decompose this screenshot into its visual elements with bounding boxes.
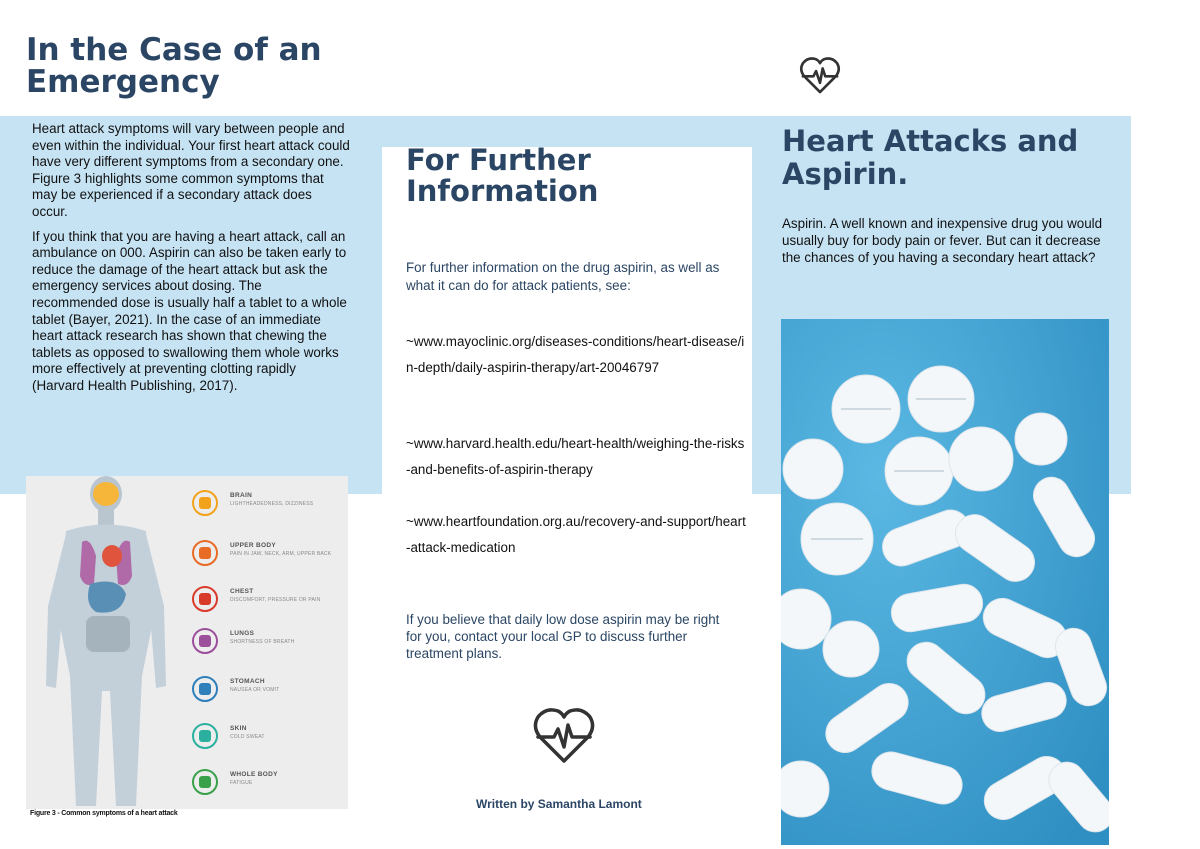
- symptom-skin: [192, 723, 342, 763]
- symptom-sub: PAIN IN JAW, NECK, ARM, UPPER BACK: [230, 551, 332, 557]
- aspirin-pills-photo: [781, 319, 1109, 845]
- heart-pulse-icon: [799, 54, 841, 96]
- symptom-whole-body: [192, 769, 342, 809]
- symptom-lungs: [192, 628, 342, 668]
- upper-body-icon: [192, 540, 218, 566]
- chest-icon: [192, 586, 218, 612]
- mayoclinic-link[interactable]: ~www.mayoclinic.org/diseases-conditions/heart-disease/in-depth/daily-aspirin-therapy/art-20046797: [406, 334, 745, 375]
- symptom-stomach: [192, 676, 342, 716]
- emergency-heading: In the Case of an Emergency: [26, 32, 322, 100]
- symptom-label: WHOLE BODY: [230, 771, 278, 778]
- author-credit: Written by Samantha Lamont: [476, 797, 642, 811]
- symptom-chest: [192, 586, 342, 626]
- pills-illustration: [781, 319, 1109, 845]
- symptom-label: CHEST: [230, 588, 254, 595]
- lungs-icon: [192, 628, 218, 654]
- symptom-label: SKIN: [230, 725, 247, 732]
- symptoms-figure: [26, 476, 348, 809]
- further-info-intro: For further information on the drug aspirin, as well as what it can do for attack patients, see:: [406, 260, 720, 293]
- aspirin-heading: Heart Attacks and Aspirin.: [782, 124, 1079, 191]
- aspirin-intro: Aspirin. A well known and inexpensive drug you would usually buy for body pain or fever. But can it decrease the chances of you having a secondary heart attack?: [782, 216, 1103, 265]
- symptom-sub: LIGHTHEADEDNESS, DIZZINESS: [230, 501, 314, 507]
- further-info-heading: For Further Information: [406, 143, 599, 208]
- emergency-text: [32, 121, 350, 403]
- skin-icon: [192, 723, 218, 749]
- symptom-brain: [192, 490, 342, 530]
- symptom-label: BRAIN: [230, 492, 253, 499]
- whole-body-icon: [192, 769, 218, 795]
- figure-caption: Figure 3 - Common symptoms of a heart attack: [30, 810, 178, 817]
- gp-note: If you believe that daily low dose aspirin may be right for you, contact your local GP to discuss further treatment plans.: [406, 612, 720, 661]
- harvard-link[interactable]: ~www.harvard.health.edu/heart-health/weighing-the-risks-and-benefits-of-aspirin-therapy: [406, 436, 745, 477]
- heart-pulse-icon: [532, 703, 596, 767]
- heartfoundation-link[interactable]: ~www.heartfoundation.org.au/recovery-and-support/heart-attack-medication: [406, 514, 746, 555]
- symptom-label: STOMACH: [230, 678, 265, 685]
- ambulance-paragraph: If you think that you are having a heart attack, call an ambulance on 000. Aspirin can also be taken early to reduce the damage of the heart attack but ask the emergency services about dosing. The recommended dose is usually half a tablet to a whole tablet (Bayer, 2021). In the case of an immediate heart attack research has shown that chewing the tablets as opposed to swallowing them whole works more effectively at preventing clotting rapidly (Harvard Health Publishing, 2017).: [32, 228, 347, 393]
- symptom-sub: FATIGUE: [230, 780, 253, 786]
- stomach-icon: [192, 676, 218, 702]
- symptom-sub: SHORTNESS OF BREATH: [230, 639, 295, 645]
- symptom-sub: DISCOMFORT, PRESSURE OR PAIN: [230, 597, 321, 603]
- symptoms-paragraph: Heart attack symptoms will vary between people and even within the individual. Your first heart attack could have very different symptoms from a secondary one. Figure 3 highlights some common symptoms that may be experienced if a secondary attack does occur.: [32, 121, 350, 219]
- symptom-sub: NAUSEA OR VOMIT: [230, 687, 280, 693]
- symptom-label: LUNGS: [230, 630, 255, 637]
- symptom-upper-body: [192, 540, 342, 580]
- symptom-label: UPPER BODY: [230, 542, 276, 549]
- brain-icon: [192, 490, 218, 516]
- symptom-sub: COLD SWEAT: [230, 734, 265, 740]
